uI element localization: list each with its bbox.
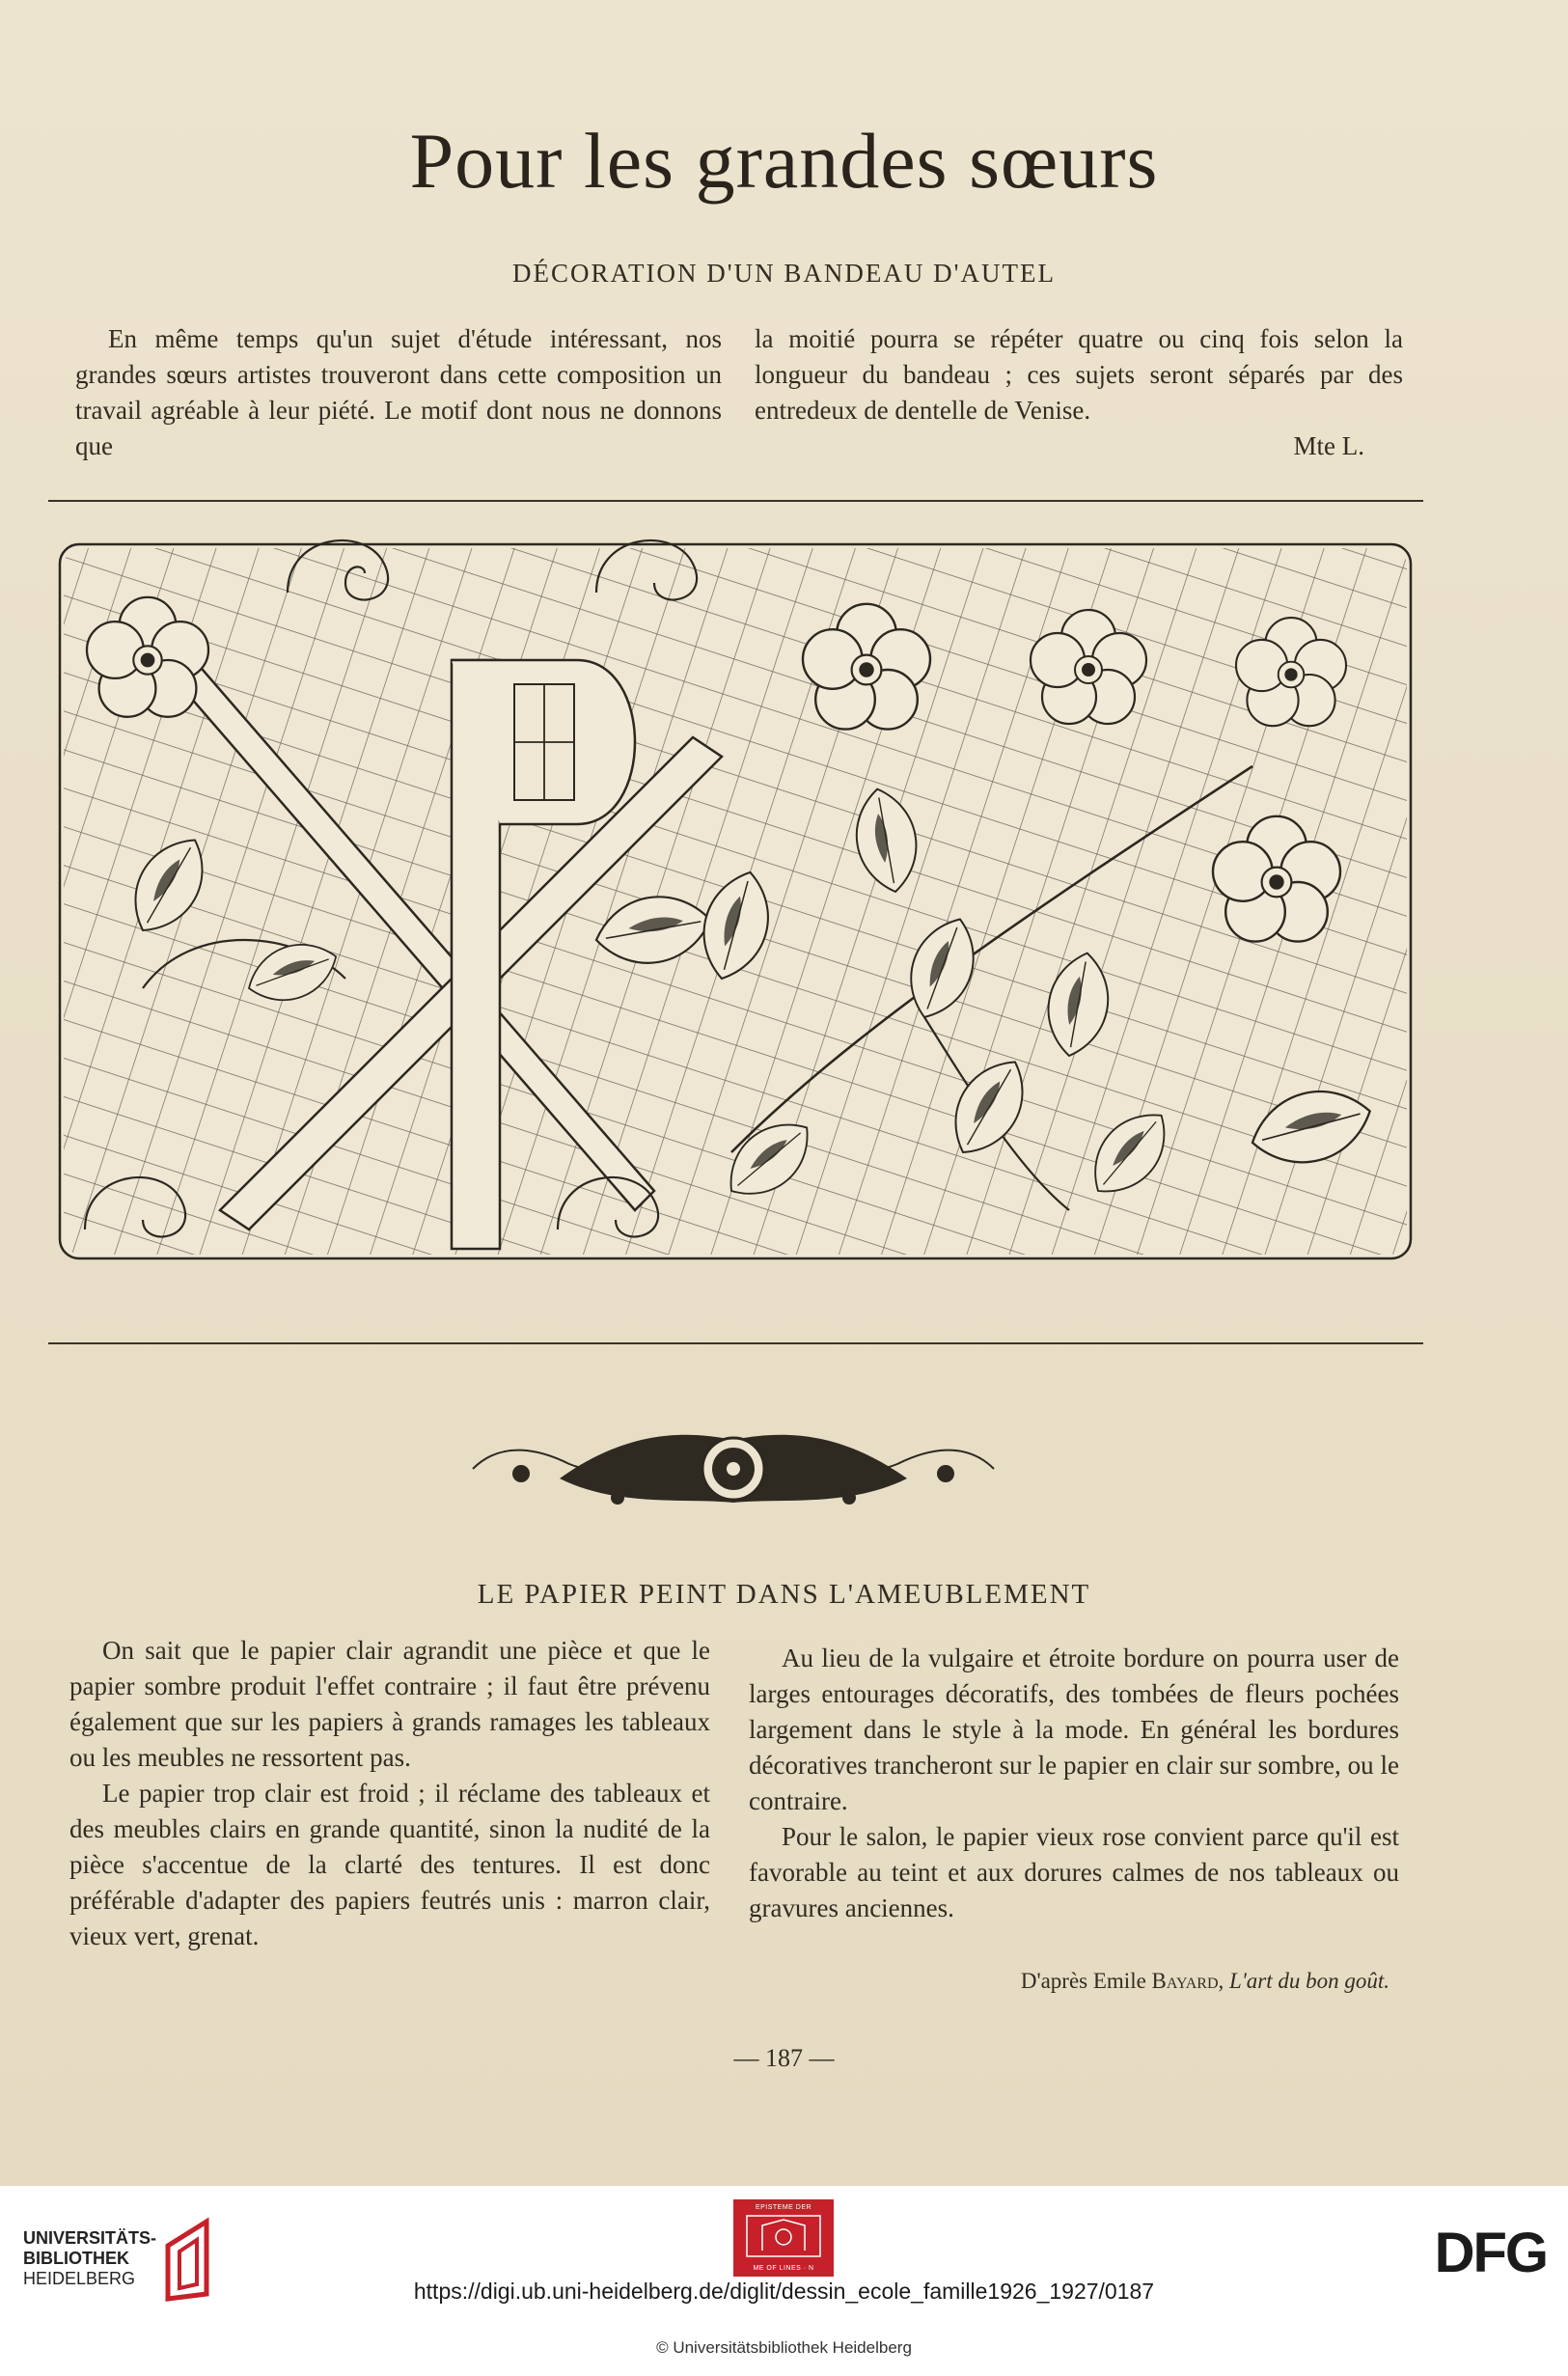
viewer-footer: [0, 2186, 1568, 2376]
bottom-rule: [48, 1342, 1423, 1344]
library-line-3: HEIDELBERG: [23, 2269, 136, 2288]
article-left-paragraph-2: Le papier trop clair est froid ; il réclame des tableaux et des meubles clairs en grande quantité, sinon la nudité de la pièce s'accentue de la clarté des tentures. Il est donc préférable d'adapter des papiers feutrés unis : marron clair, vieux vert, grenat.: [69, 1779, 710, 1950]
credit-separator: ,: [1218, 1969, 1224, 1993]
library-line-1: UNIVERSITÄTS-: [23, 2228, 157, 2248]
page-title: Pour les grandes sœurs: [409, 117, 1159, 205]
article-right-paragraph-2: Pour le salon, le papier vieux rose convient parce qu'il est favorable au teint et aux dorures calmes de nos tableaux ou gravures anciennes.: [749, 1822, 1399, 1922]
intro-right-column: [755, 321, 1403, 464]
intro-right-text: la moitié pourra se répéter quatre ou cinq fois selon la longueur du bandeau ; ces sujets seront séparés par des entredeux de dentelle de Venise.: [755, 324, 1403, 425]
section-heading: LE PAPIER PEINT DANS L'AMEUBLEMENT: [477, 1579, 1091, 1610]
article-right-paragraph-1: Au lieu de la vulgaire et étroite bordure on pourra user de larges entourages décoratifs, des tombées de fleurs pochées largement dans le style à la mode. En général les bordures décoratives trancheront sur le papier en clair sur sombre, ou le contraire.: [749, 1644, 1399, 1815]
episteme-line-3: ME OF LINES · N: [753, 2265, 814, 2272]
page-url[interactable]: https://digi.ub.uni-heidelberg.de/diglit/dessin_ecole_famille1926_1927/0187: [413, 2279, 1155, 2304]
copyright-notice: © Universitätsbibliothek Heidelberg: [656, 2338, 912, 2357]
library-line-2: BIBLIOTHEK: [23, 2249, 129, 2268]
floral-ornament: [463, 1411, 1004, 1517]
intro-signature: Mte L.: [1293, 431, 1364, 460]
intro-left-column: [75, 321, 722, 464]
dfg-logo[interactable]: DFG: [1434, 2222, 1547, 2284]
university-library-logo[interactable]: [23, 2207, 216, 2323]
article-subtitle: DÉCORATION D'UN BANDEAU D'AUTEL: [512, 259, 1056, 288]
page-number: — 187 —: [733, 2044, 835, 2072]
credit-author: Bayard: [1151, 1969, 1219, 1993]
top-rule: [48, 500, 1423, 502]
article-right-column: [749, 1641, 1399, 1926]
intro-left-text: En même temps qu'un sujet d'étude intéressant, nos grandes sœurs artistes trouveront dans cette composition un travail agréable à leur piété. Le motif dont nous ne donnons que: [75, 324, 722, 460]
episteme-emblem-icon: [733, 2212, 834, 2260]
episteme-logo[interactable]: [733, 2199, 834, 2277]
credit-prefix: D'après Emile: [1020, 1969, 1146, 1993]
article-left-column: [69, 1633, 710, 1954]
altar-band-illustration: [56, 515, 1418, 1278]
article-credit: [849, 1969, 1389, 1994]
credit-work: L'art du bon goût.: [1229, 1969, 1389, 1993]
article-left-paragraph-1: On sait que le papier clair agrandit une pièce et que le papier sombre produit l'effet contraire ; il faut être prévenu également que sur les papiers à grands ramages les tableaux ou les meubles ne ressortent pas.: [69, 1636, 710, 1772]
episteme-line-1: EPISTEME DER: [755, 2204, 812, 2211]
